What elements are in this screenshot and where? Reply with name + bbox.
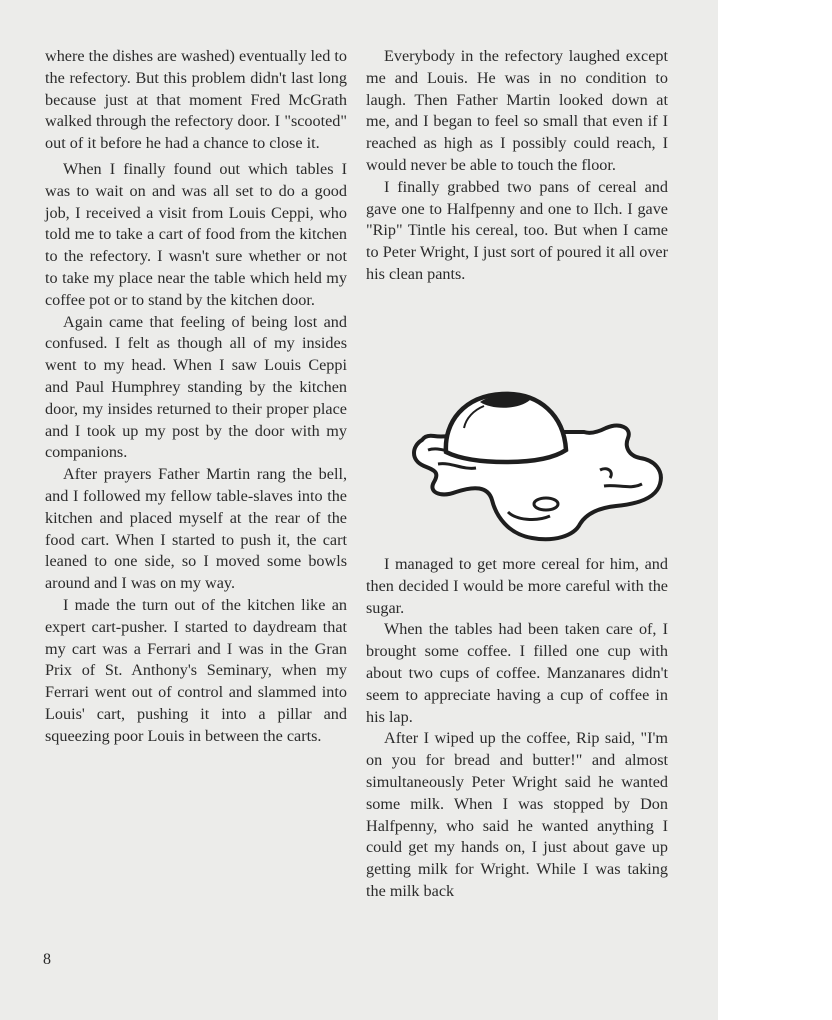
left-text-column [45,46,347,748]
paragraph: When the tables had been taken care of, I brought some coffee. I filled one cup with about two cups of coffee. Manzanares didn't seem to appreciate having a cup of coffee in his lap. [366,620,668,726]
page-number: 8 [43,951,51,968]
right-text-column-bottom [366,554,668,903]
spilled-bowl-illustration-icon [404,388,666,544]
paragraph: After I wiped up the coffee, Rip said, "I'm on you for bread and butter!" and almost simultaneously Peter Wright said he wanted some milk. When I was stopped by Don Halfpenny, who said he wanted anything I could get my hands on, I just about gave up getting milk for Wright. While I was taking the milk back [366,729,668,900]
paragraph: After prayers Father Martin rang the bell, and I followed my fellow table-slaves into the kitchen and placed myself at the rear of the food cart. When I started to push it, the cart leaned to one side, so I moved some bowls around and I was on my way. [45,465,347,593]
paragraph: where the dishes are washed) eventually led to the refectory. But this problem didn't last long because just at that moment Fred McGrath walked through the refectory door. I "scooted" out of it before he had a chance to close it. [45,47,347,153]
paragraph: When I finally found out which tables I was to wait on and was all set to do a good job, I received a visit from Louis Ceppi, who told me to take a cart of food from the kitchen to the refectory. I wasn't sure whether or not to take my place near the table which held my coffee pot or to stand by the kitchen door. [45,159,347,309]
paragraph: I managed to get more cereal for him, and then decided I would be more careful with the sugar. [366,555,668,617]
right-text-column-top [366,46,668,286]
paragraph: Again came that feeling of being lost and confused. I felt as though all of my insides went to my head. When I saw Louis Ceppi and Paul Humphrey standing by the kitchen door, my insides returned to their proper place and I took up my post by the door with my companions. [45,312,347,462]
paragraph: I finally grabbed two pans of cereal and gave one to Halfpenny and one to Ilch. I gave "Rip" Tintle his cereal, too. But when I came to Peter Wright, I just sort of poured it all over his clean pants. [366,177,668,283]
paragraph: I made the turn out of the kitchen like an expert cart-pusher. I started to daydream that my cart was a Ferrari and I was in the Gran Prix of St. Anthony's Seminary, when my Ferrari went out of control and slammed into Louis' cart, pushing it into a pillar and squeezing poor Louis in between the carts. [45,595,347,745]
paragraph: Everybody in the refectory laughed except me and Louis. He was in no condition to laugh. Then Father Martin looked down at me, and I began to feel so small that even if I reached as high as I possibly could reach, I would never be able to touch the floor. [366,47,668,174]
